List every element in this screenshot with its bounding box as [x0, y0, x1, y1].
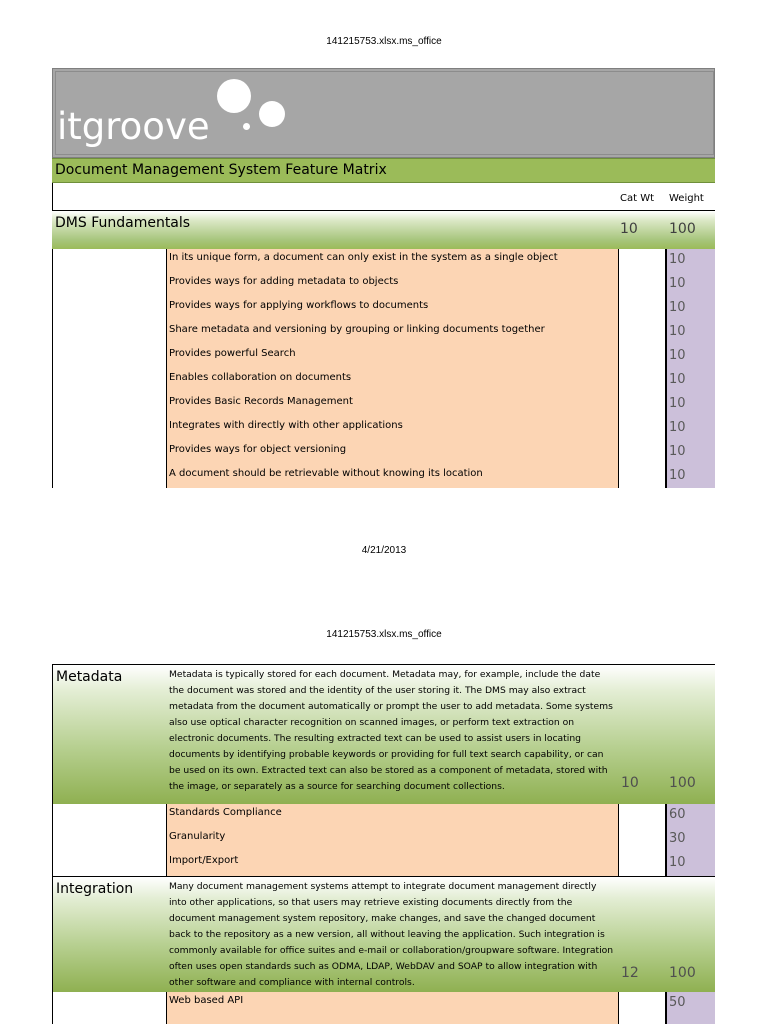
table-row: Web based API 50 — [169, 995, 686, 1010]
table-row: Enables collaboration on documents 10 — [169, 372, 686, 387]
section-row-metadata — [52, 664, 715, 804]
page-header: 141215753.xlsx.ms_office — [326, 36, 442, 47]
table-row: Provides Basic Records Management 10 — [169, 396, 686, 411]
category-name: DMS Fundamentals — [55, 215, 191, 231]
itgroove-logo: itgroove — [57, 105, 210, 148]
section-description: Metadata is typically stored for each document. Metadata may, for example, include the date the document was stored and the identity of the user storing it. The DMS may also extract metadata from the document automatically or prompt the user to add metadata. Some systems also use optical character recognition on scanned images, or perform text extraction on electronic documents. The resulting extracted text can be used to assist users in locating documents by identifying probable keywords or providing for full text search capability, or can be used on its own. Extracted text can also be stored as a component of metadata, stored with the image, or separately as a source for searching document collections. — [169, 669, 613, 792]
table-row: Granularity 30 — [169, 831, 686, 846]
page-footer-date: 4/21/2013 — [361, 545, 407, 556]
section-name: Integration — [56, 881, 134, 897]
column-header-row — [52, 183, 715, 211]
table-row: Provides ways for applying workflows to documents 10 — [169, 300, 686, 315]
table-row: Integrates with directly with other applications 10 — [169, 420, 686, 435]
section-description: Many document management systems attempt to integrate document management directly into other applications, so that users may retrieve existing documents directly from the document management system repository, make changes, and save the changed document back to the repository as a new version, all without leaving the application. Such integration is commonly available for office suites and e-mail or collaboration/groupware software. Integration often uses open standards such as ODMA, LDAP, WebDAV and SOAP to allow integration with other software and compliance with internal controls. — [169, 881, 614, 988]
table-row: A document should be retrievable without knowing its location 10 — [169, 468, 686, 483]
cat-wt-header: Cat Wt — [620, 193, 655, 204]
section-weight: 100 — [669, 965, 696, 981]
section-row-integration — [52, 876, 715, 992]
table-row: Share metadata and versioning by grouping or linking documents together 10 — [169, 324, 686, 339]
feature-matrix-sheet-continued — [52, 664, 715, 1024]
feature-list-metadata — [52, 804, 715, 876]
weight-header: Weight — [669, 193, 704, 204]
feature-matrix-sheet — [52, 68, 715, 488]
matrix-title-bar — [52, 158, 715, 183]
category-weight: 100 — [669, 221, 696, 237]
category-cat-wt: 10 — [620, 221, 638, 237]
section-name: Metadata — [56, 669, 123, 685]
matrix-title: Document Management System Feature Matrix — [55, 162, 387, 178]
table-row: Provides ways for adding metadata to objects 10 — [169, 276, 686, 291]
feature-list — [52, 249, 715, 488]
page-header: 141215753.xlsx.ms_office — [326, 629, 442, 640]
feature-list-integration — [52, 992, 715, 1024]
table-row: Import/Export 10 — [169, 855, 686, 870]
table-row: Standards Compliance 60 — [169, 807, 686, 822]
logo-dot-large — [217, 79, 251, 113]
section-weight: 100 — [669, 775, 696, 791]
table-row: In its unique form, a document can only exist in the system as a single object 10 — [169, 252, 686, 267]
logo-dot-small — [243, 123, 250, 130]
category-row-dms-fundamentals — [52, 211, 715, 249]
section-cat-wt: 12 — [621, 965, 639, 981]
table-row: Provides powerful Search 10 — [169, 348, 686, 363]
logo-dot-medium — [259, 101, 285, 127]
table-row: Provides ways for object versioning 10 — [169, 444, 686, 459]
logo-banner — [52, 68, 715, 158]
section-cat-wt: 10 — [621, 775, 639, 791]
